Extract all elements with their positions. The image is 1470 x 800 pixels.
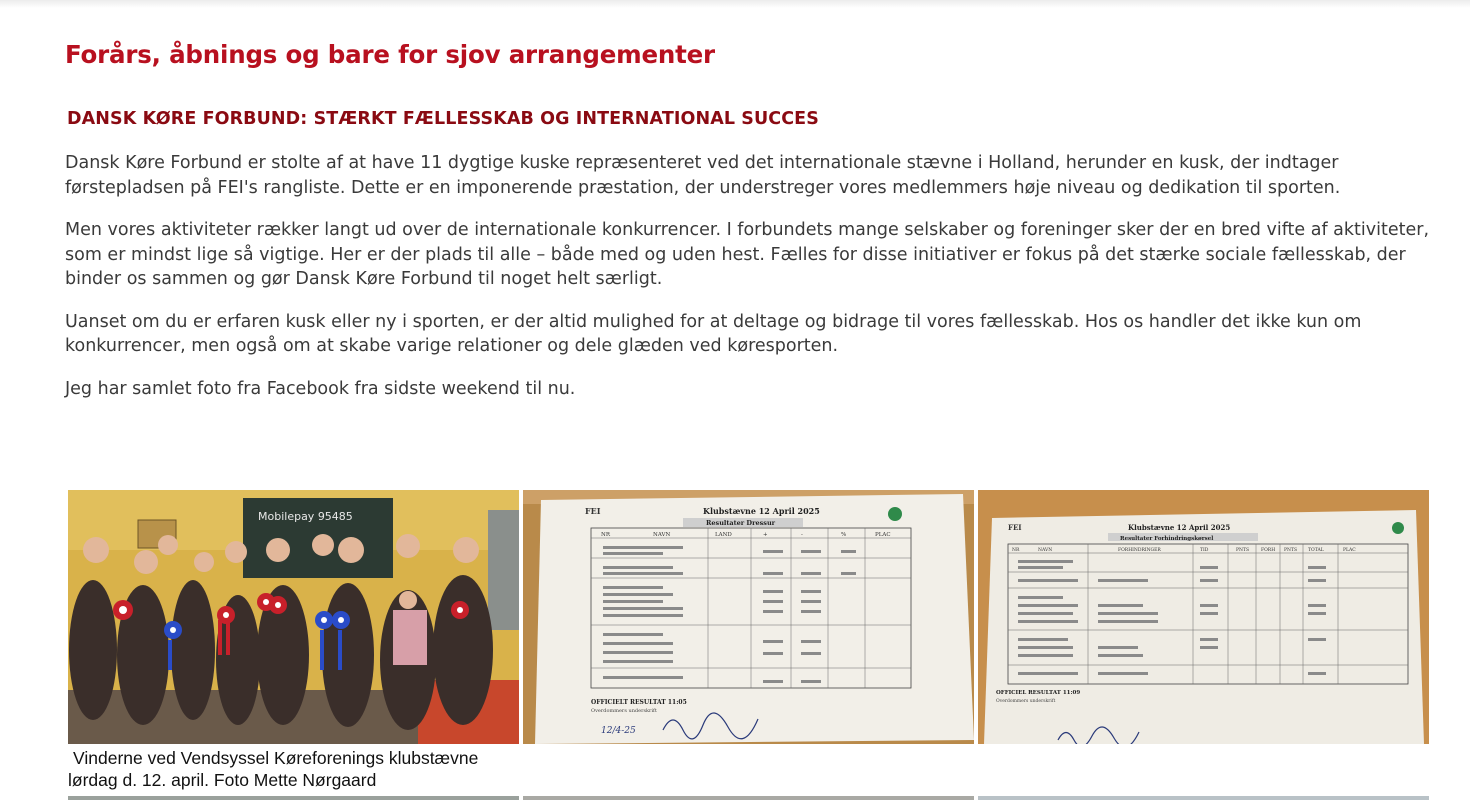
sheet-header: NAVN xyxy=(653,532,671,538)
page-title: Forårs, åbnings og bare for sjov arrangementer xyxy=(65,40,715,69)
sheet-logo: FEI xyxy=(1008,523,1022,532)
gallery-next-row-photo[interactable] xyxy=(523,796,974,800)
caption-line: lørdag d. 12. april. Foto Mette Nørgaard xyxy=(68,770,377,790)
sheet-header: PNTS xyxy=(1284,548,1298,553)
article-paragraph: Dansk Køre Forbund er stolte af at have 11 dygtige kuske repræsenteret ved det internationale stævne i Holland, herunder en kusk, der indtager førstepladsen på FEI's rangliste. Dette er en imponerende præstation, der understreger vores medlemmers høje niveau og dedikation til sporten. xyxy=(65,153,1341,198)
article-paragraph: Jeg har samlet foto fra Facebook fra sidste weekend til nu. xyxy=(65,378,576,399)
sheet-header: TID xyxy=(1200,548,1209,553)
sheet-header: FORH xyxy=(1261,548,1276,553)
sheet-header: FORHINDRINGER xyxy=(1118,548,1161,553)
gallery-next-row-photo[interactable] xyxy=(978,796,1429,800)
article-paragraph: Men vores aktiviteter rækker langt ud over de internationale konkurrencer. I forbundets mange selskaber og foreninger sker der en bred vifte af aktiviteter, som er mindst lige så vigtige. Her er der plads til alle – både med og uden hest. Fælles for disse initiativer er fokus på det stærke sociale fællesskab, der binder os sammen og gør Dansk Køre Forbund til noget helt særligt. xyxy=(65,220,1430,289)
caption-line: Vinderne ved Vendsyssel Køreforenings klubstævne xyxy=(73,748,479,768)
sheet-header: NR xyxy=(1012,548,1020,553)
sheet-sign-label: Overdommers underskrift xyxy=(996,699,1056,704)
sheet-header: PLAC xyxy=(1343,548,1356,553)
sheet-handwriting: 12/4-25 xyxy=(601,726,636,736)
gallery-photo-obstacle-results[interactable] xyxy=(978,490,1429,744)
sheet-header: PLAC xyxy=(875,532,891,538)
article-body xyxy=(65,151,1440,419)
article-heading: DANSK KØRE FORBUND: STÆRKT FÆLLESSKAB OG INTERNATIONAL SUCCES xyxy=(67,109,819,129)
board-text: Mobilepay 95485 xyxy=(258,510,353,523)
sheet-footer: OFFICIEL RESULTAT 11:09 xyxy=(996,690,1081,696)
gallery-photo-winners[interactable] xyxy=(68,490,519,744)
sheet-header: + xyxy=(763,532,768,538)
sheet-header: PNTS xyxy=(1236,548,1250,553)
top-shadow xyxy=(0,0,1470,8)
sheet-title: Klubstævne 12 April 2025 xyxy=(1128,523,1231,532)
sheet-header: TOTAL xyxy=(1308,548,1324,553)
sheet-header: - xyxy=(801,532,803,538)
sheet-header: LAND xyxy=(715,532,732,538)
sheet-header: NAVN xyxy=(1038,548,1053,553)
sheet-footer: OFFICIELT RESULTAT 11:05 xyxy=(591,699,687,706)
sheet-sign-label: Overdommers underskrift xyxy=(591,708,657,714)
sheet-logo: FEI xyxy=(585,506,601,516)
photo-caption xyxy=(68,747,524,791)
photo-gallery xyxy=(68,490,1430,800)
sheet-subtitle: Resultater Dressur xyxy=(706,519,776,527)
sheet-header: NR xyxy=(601,532,610,538)
sheet-title: Klubstævne 12 April 2025 xyxy=(703,506,820,516)
gallery-next-row-photo[interactable] xyxy=(68,796,519,800)
article-paragraph: Uanset om du er erfaren kusk eller ny i sporten, er der altid mulighed for at deltage og bidrage til vores fællesskab. Hos os handler det ikke kun om konkurrencer, men også om at skabe varige relationer og dele glæden ved køresporten. xyxy=(65,311,1362,356)
gallery-photo-dressage-results[interactable] xyxy=(523,490,974,744)
sheet-subtitle: Resultater Forhindringskørsel xyxy=(1120,536,1214,542)
sheet-header: % xyxy=(841,532,847,538)
